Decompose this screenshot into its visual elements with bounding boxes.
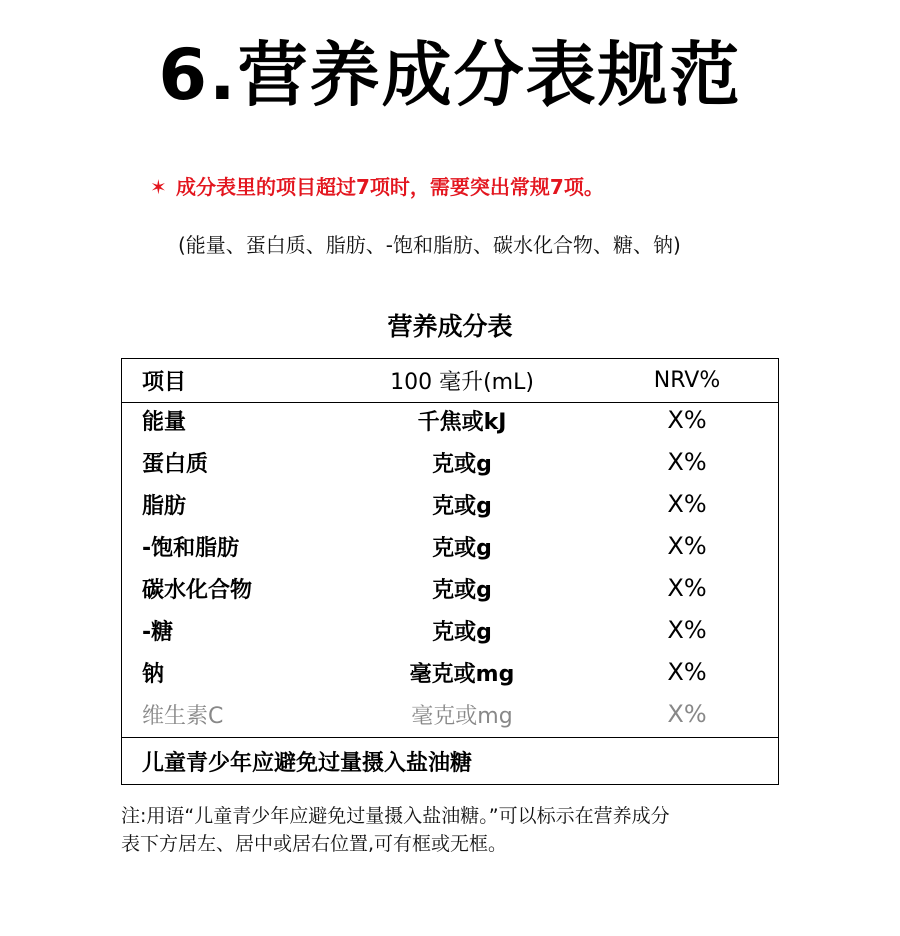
row-amount: 克或g — [432, 619, 492, 645]
row-amount: 毫克或mg — [411, 703, 513, 729]
table-header — [122, 359, 778, 403]
table-row — [122, 693, 778, 735]
row-amount: 克或g — [432, 535, 492, 561]
table-row — [122, 441, 778, 483]
table-row — [122, 525, 778, 567]
row-item: -饱和脂肪 — [142, 535, 240, 561]
row-amount: 克或g — [432, 577, 492, 603]
table-row — [122, 483, 778, 525]
row-nrv: X% — [667, 658, 707, 686]
row-amount: 克或g — [432, 493, 492, 519]
highlight-rule-text: 成分表里的项目超过7项时，需要突出常规7项。 — [176, 175, 604, 199]
row-nrv: X% — [667, 448, 707, 476]
row-nrv: X% — [667, 700, 707, 728]
footnote-line: 表下方居左、居中或居右位置,可有框或无框。 — [121, 833, 508, 855]
row-item: 脂肪 — [142, 493, 187, 519]
footnote — [121, 802, 781, 858]
table-row — [122, 399, 778, 441]
table-row — [122, 567, 778, 609]
header-nrv: NRV% — [653, 368, 721, 393]
row-item: 能量 — [142, 409, 187, 435]
row-item: -糖 — [142, 619, 174, 645]
header-item: 项目 — [142, 370, 187, 395]
table-row — [122, 609, 778, 651]
row-item: 钠 — [142, 661, 165, 687]
row-nrv: X% — [667, 532, 707, 560]
row-amount: 千焦或kJ — [417, 409, 507, 435]
table-title: 营养成分表 — [387, 312, 513, 341]
row-item: 维生素C — [142, 703, 224, 729]
row-nrv: X% — [667, 490, 707, 518]
footnote-line: 注:用语“儿童青少年应避免过量摄入盐油糖。”可以标示在营养成分 — [121, 805, 670, 827]
core-items-list: (能量、蛋白质、脂肪、-饱和脂肪、碳水化合物、糖、钠) — [178, 233, 681, 257]
nutrition-table — [121, 358, 779, 785]
star-icon: ✶ — [150, 175, 167, 199]
row-nrv: X% — [667, 406, 707, 434]
highlight-rule — [150, 172, 604, 202]
row-item: 碳水化合物 — [142, 577, 253, 603]
header-amount: 100 毫升(mL) — [390, 370, 534, 395]
table-footer-warning: 儿童青少年应避免过量摄入盐油糖 — [122, 737, 778, 784]
row-nrv: X% — [667, 574, 707, 602]
row-amount: 毫克或mg — [409, 661, 515, 687]
row-amount: 克或g — [432, 451, 492, 477]
table-row — [122, 651, 778, 693]
row-item: 蛋白质 — [142, 451, 209, 477]
row-nrv: X% — [667, 616, 707, 644]
page-title: 6.营养成分表规范 — [158, 34, 742, 116]
